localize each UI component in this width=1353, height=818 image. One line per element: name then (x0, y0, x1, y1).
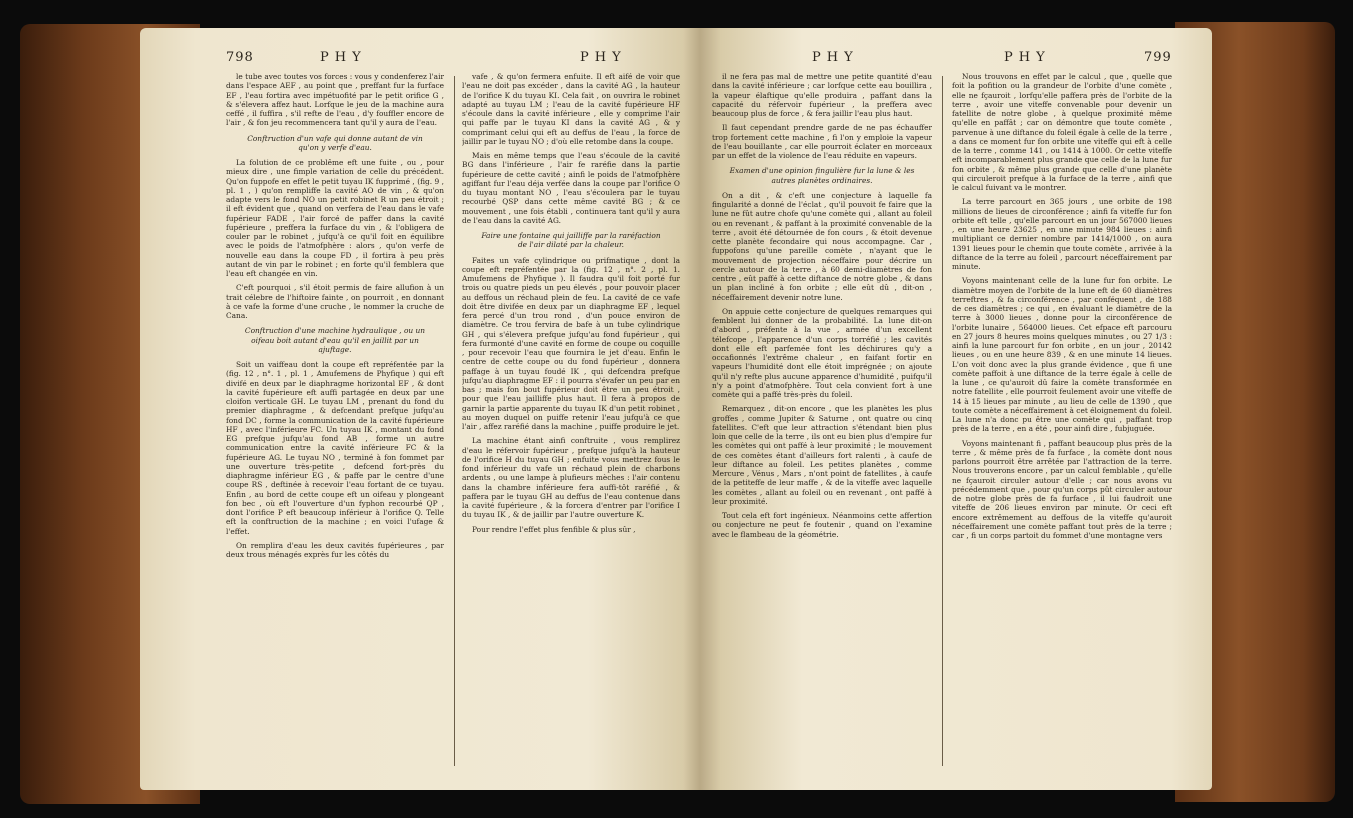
section-heading: Conftruction d'un vafe qui donne autant de vin qu'on y verfe d'eau. (247, 133, 423, 152)
paragraph: On remplira d'eau les deux cavités fupérieures , par deux trous ménagés exprès fur les côtés du (226, 540, 444, 559)
text-column (952, 72, 1172, 772)
paragraph: On appuie cette conjecture de quelques remarques qui femblent lui donner de la probabilité. La lune dit-on d'abord , préfente à la vue , armée d'un excellent télefcope , l'apparence d'un corps torréfié ; les cavités dont elle eft parfemée font les déchirures qu'y a occafionnés l'extrême chaleur , en faifant fortir en vapeurs l'humidité dont elle étoit imprégnée ; on ajoute qu'il n'y refte plus aucune apparence d'humidité , puifqu'il n'y a point d'atmofphère. Tout cela convient fort à une comète qui a paffé très-près du foleil. (712, 306, 932, 399)
column-rule (942, 76, 943, 766)
right-page-header (700, 50, 1212, 70)
page-number: 799 (1144, 50, 1172, 65)
running-head: PHY (320, 50, 367, 65)
text-column (226, 72, 444, 772)
paragraph: On a dit , & c'eft une conjecture à laquelle fa fingularité a donné de l'éclat , qu'il pouvoit fe faire que la lune ne fût autre chofe qu'une comète qui , allant au foleil ou en revenant , & paffant à la proximité convenable de la terre , avoit été détournée de fon cours , & étoit devenue cette planète fecondaire qui nous accompagne. Car , fuppofons qu'une pareille comète , n'ayant que le mouvement de projection néceffaire pour décrire un cercle autour de la terre , à 60 demi-diamètres de fon centre , eût paffé à cette diftance de notre globe , & dans un plan incliné à fon orbite ; elle eût dû , dit-on , néceffairement devenir notre lune. (712, 190, 932, 302)
paragraph: Mais en même temps que l'eau s'écoule de la cavité BG dans l'inférieure , l'air fe raréfie dans la partie fupérieure de cette cavité ; ainfi le poids de l'atmofphère agiffant fur l'eau déja verfée dans la coupe par l'orifice O du tuyau montant NO , l'eau s'écoulera par le tuyau recourbé QSP dans cette même cavité BG ; & ce mouvement , une fois établi , continuera tant qu'il y aura de l'eau dans la cavité AG. (462, 151, 680, 225)
running-head: PHY (580, 50, 627, 65)
paragraph: La folution de ce problême eft une fuite , ou , pour mieux dire , une fimple variation de celle du précédent. Qu'on fuppofe en effet le petit tuyau IK fupprimé , (fig. 9 , pl. 1 , ) qu'on rempliffe la cavité AO de vin , & qu'on adapte vers le fond NO un petit robinet R un peu étroit ; il eft évident que , quand on verfera de l'eau dans le vafe fupérieur FADE , l'air forcé de paffer dans la cavité fupérieure , preffera la furface du vin , & l'obligera de couler par le robinet , jufqu'à ce qu'il foit en équilibre avec le poids de l'atmofphère : alors , qu'on verfe de nouvelle eau dans la coupe FD , il fortira à peu près autant de vin par le robinet ; en forte qu'il femblera que l'eau eft changée en vin. (226, 158, 444, 278)
left-page-header (140, 50, 700, 70)
running-head: PHY (1004, 50, 1051, 65)
paragraph: le tube avec toutes vos forces : vous y condenferez l'air dans l'espace AEF , au point que , preffant fur la furface EF , l'eau fortira avec impétuofité par le petit orifice G , & s'élevera affez haut. Lorfque le jeu de la machine aura ceffé , il fuffira , s'il refte de l'eau , d'y fouffler encore de l'air , & fon jeu recommencera tant qu'il y aura de l'eau. (226, 72, 444, 128)
paragraph: Voyons maintenant fi , paffant beaucoup plus près de la terre , & même près de fa furface , la comète dont nous parlons pourroit être arrêtée par l'attraction de la terre. Nous trouverons encore , par un calcul femblable , qu'elle ne fçauroit circuler autour d'elle ; car nous avons vu précédemment que , pour qu'un corps pût circuler autour de notre globe près de fa furface , il lui faudroit une viteffe de 206 lieues environ par minute. Or ceci eft encore extrêmement au deffous de la viteffe qu'auroit néceffairement une comète paffant tout près de la terre ; car , fi un corps partoit du fommet d'une montagne vers (952, 438, 1172, 540)
text-column (462, 72, 680, 772)
paragraph: Il faut cependant prendre garde de ne pas échauffer trop fortement cette machine , fi l'on y emploie la vapeur de l'eau bouillante , car elle pourroit éclater en morceaux par un effet de la violence de l'eau réduite en vapeurs. (712, 123, 932, 160)
paragraph: C'eft pourquoi , s'il étoit permis de faire allufion à un trait célebre de l'hiftoire fainte , on pourroit , en donnant à ce vafe la forme d'une cruche , le nommer la cruche de Cana. (226, 283, 444, 320)
running-head: PHY (812, 50, 859, 65)
section-heading: Examen d'une opinion fingulière fur la lune & les autres planètes ordinaires. (729, 166, 915, 185)
paragraph: Nous trouvons en effet par le calcul , que , quelle que foit la pofition ou la grandeur de l'orbite d'une comète , elle ne fçauroit , lorfqu'elle paffera près de l'orbite de la terre , avoir une viteffe convenable pour devenir un fatellite de notre globe , à quelque proximité même qu'elle en paffât ; car on démontre que toute comète , parvenue à une diftance du foleil égale à celle de la terre , a dans ce moment fur fon orbite une viteffe qui eft à celle de la terre , comme 141 , ou 1414 à 1000. Or cette viteffe eft incomparablement plus grande que celle de la lune fur fon orbite , & même plus grande que celle d'une planète qui circuleroit prefque à la furface de la terre , ainfi que le calcul fuivant va le montrer. (952, 72, 1172, 192)
paragraph: Remarquez , dit-on encore , que les planètes les plus groffes , comme Jupiter & Saturne , ont quatre ou cinq fatellites. C'eft que leur attraction s'étendant bien plus loin que celle de la terre , ils ont eu bien plus d'empire fur les comètes qui ont paffé à leur proximité ; le mouvement de ces comètes étant d'ailleurs fort ralenti , à caufe de leur diftance au foleil. Les petites planètes , comme Mercure , Vénus , Mars , n'ont point de fatellites , à caufe de la petiteffe de leur maffe , & de la viteffe avec laquelle les comètes , allant au foleil ou en revenant , ont paffé à leur proximité. (712, 404, 932, 506)
paragraph: il ne fera pas mal de mettre une petite quantité d'eau dans la cavité inférieure ; car lorfque cette eau bouillira , la vapeur élaftique qu'elle produira , paffant dans la capacité du réfervoir fupérieur , la preffera avec beaucoup plus de force , & fera jaillir l'eau plus haut. (712, 72, 932, 118)
text-column (712, 72, 932, 772)
paragraph: Pour rendre l'effet plus fenfible & plus sûr , (472, 524, 636, 534)
column-rule (454, 76, 455, 766)
right-page (700, 28, 1212, 790)
paragraph: Faites un vafe cylindrique ou prifmatique , dont la coupe eft repréfentée par la (fig. 12 , n°. 2 , pl. 1. Amufemens de Phyfique ). Il faudra qu'il foit porté fur trois ou quatre pieds un peu élevés , pour pouvoir placer au deffous un réchaud plein de feu. La cavité de ce vafe doit être divifée en deux par un diaphragme EF , lequel fera percé d'un trou rond , d'un pouce environ de diamètre. Ce trou fervira de bafe à un tube cylindrique GH , qui s'élevera prefque jufqu'au fond fupérieur , qui fera furmonté d'une cavité en forme de coupe ou coquille , pour recevoir l'eau que fournira le jet d'eau. Enfin le centre de cette coupe ou du fond fupérieur , donnera paffage à un tuyau foudé IK , qui defcendra prefque jufqu'au diaphragme EF : il pourra s'évafer un peu par en bas ; mais fon bout fupérieur doit être un peu étroit , pour que l'eau jailliffe plus haut. Il fera à propos de garnir la partie apparente du tuyau IK d'un petit robinet , au moyen duquel on puiffe retenir l'eau jufqu'à ce que l'air , affez raréfié dans la machine , puiffe produire le jet. (462, 255, 680, 431)
paragraph: vafe , & qu'on fermera enfuite. Il eft aifé de voir que l'eau ne doit pas excéder , dans la cavité AG , la hauteur de l'orifice K du tuyau KI. Cela fait , on ouvrira le robinet adapté au tuyau LM ; l'eau de la cavité fupérieure HF s'écoule dans la cavité inférieure , elle y comprime l'air qui paffe par le tuyau KI dans la cavité AG , & y comprimant celui qui eft au deffus de l'eau , la force de jaillir par le tuyau NO ; d'où elle retombe dans la coupe. (462, 72, 680, 146)
paragraph: La machine étant ainfi conftruite , vous remplirez d'eau le réfervoir fupérieur , prefque jufqu'à la hauteur de l'orifice H du tuyau GH ; enfuite vous mettrez fous le fond inférieur du vafe un réchaud plein de charbons ardents , ou une lampe à plufieurs mèches : l'air contenu dans la chambre inférieure fera auffi-tôt raréfié , & paffera par le tuyau GH au deffus de l'eau contenue dans la cavité fupérieure , & la forcera d'entrer par l'orifice I du tuyau IK , & de jaillir par l'autre ouverture K. (462, 436, 680, 520)
paragraph: Tout cela eft fort ingénieux. Néanmoins cette affertion ou conjecture ne peut fe foutenir , quand on l'examine avec le flambeau de la géométrie. (712, 511, 932, 539)
page-number: 798 (226, 50, 254, 65)
paragraph: Voyons maintenant celle de la lune fur fon orbite. Le diamètre moyen de l'orbite de la lune eft de 60 diamètres terreftres , & fa circonférence , par conféquent , de 188 de ces diamètres ; ce qui , en évaluant le diamètre de la terre à 3000 lieues , donne pour la circonférence de l'orbite lunaire , 564000 lieues. Cet efpace eft parcouru en 27 jours 8 heures moins quelques minutes , ou 27 1/3 : ainfi la lune parcourt fur fon orbite , en un jour , 20142 lieues , ou en une heure 839 , & en une minute 14 lieues. L'on voit donc avec la plus grande évidence , que fi une comète paffoit à une diftance de la terre égale à celle de la lune , ce qu'auroit dû faire la comète transformée en notre fatellite , elle pourroit feulement avoir une viteffe de 14 à 15 lieues par minute , au lieu de celle de 1390 , que toute comète a néceffairement à cet éloignement du foleil. La lune n'a donc pu être une comète qui , paffant trop près de la terre , en a été , pour ainfi dire , fubjuguée. (952, 276, 1172, 434)
left-page (140, 28, 700, 790)
paragraph: Soit un vaiffeau dont la coupe eft repréfentée par la (fig. 12 , n°. 1 , pl. 1 , Amufemens de Phyfique ) qui eft divifé en deux par le diaphragme horizontal EF , & dont la cavité fupérieure eft auffi partagée en deux par une cloifon verticale GH. Le tuyau LM , prenant du fond du premier diaphragme , & defcendant prefque jufqu'au fond DC , forme la communication de la cavité fupérieure HF , avec l'inférieure FC. Un tuyau IK , montant du fond EG prefque jufqu'au fond AB , forme un autre communication entre la cavité inférieure FC & la fupérieure AG. Le tuyau NO , terminé à fon fommet par une ouverture très-petite , defcend fort-près du diaphragme inférieur EG , & paffe par le centre d'une coupe RS , deftinée à recevoir l'eau fortant de ce tuyau. Enfin , au bord de cette coupe eft un oifeau y plongeant fon bec , où eft l'ouverture d'un fyphon recourbé QP , dont l'orifice P eft beaucoup inférieur à l'orifice Q. Telle eft la conftruction de la machine ; en voici l'ufage & l'effet. (226, 360, 444, 536)
section-heading: Faire une fontaine qui jailliffe par la raréfaction de l'air dilaté par la chaleur. (481, 231, 661, 250)
paragraph: La terre parcourt en 365 jours , une orbite de 198 millions de lieues de circonférence ; ainfi fa viteffe fur fon orbite eft telle , qu'elle parcourt en un jour 567000 lieues , en une heure 23625 , en une minute 984 lieues : ainfi multipliant ce dernier nombre par 1414/1000 , on aura 1391 lieues pour le chemin que toute comète , arrivée à la diftance de la terre au foleil , parcourt néceffairement par minute. (952, 197, 1172, 271)
section-heading: Conftruction d'une machine hydraulique , ou un oifeau boit autant d'eau qu'il en jaillit par un ajuftage. (244, 326, 426, 354)
